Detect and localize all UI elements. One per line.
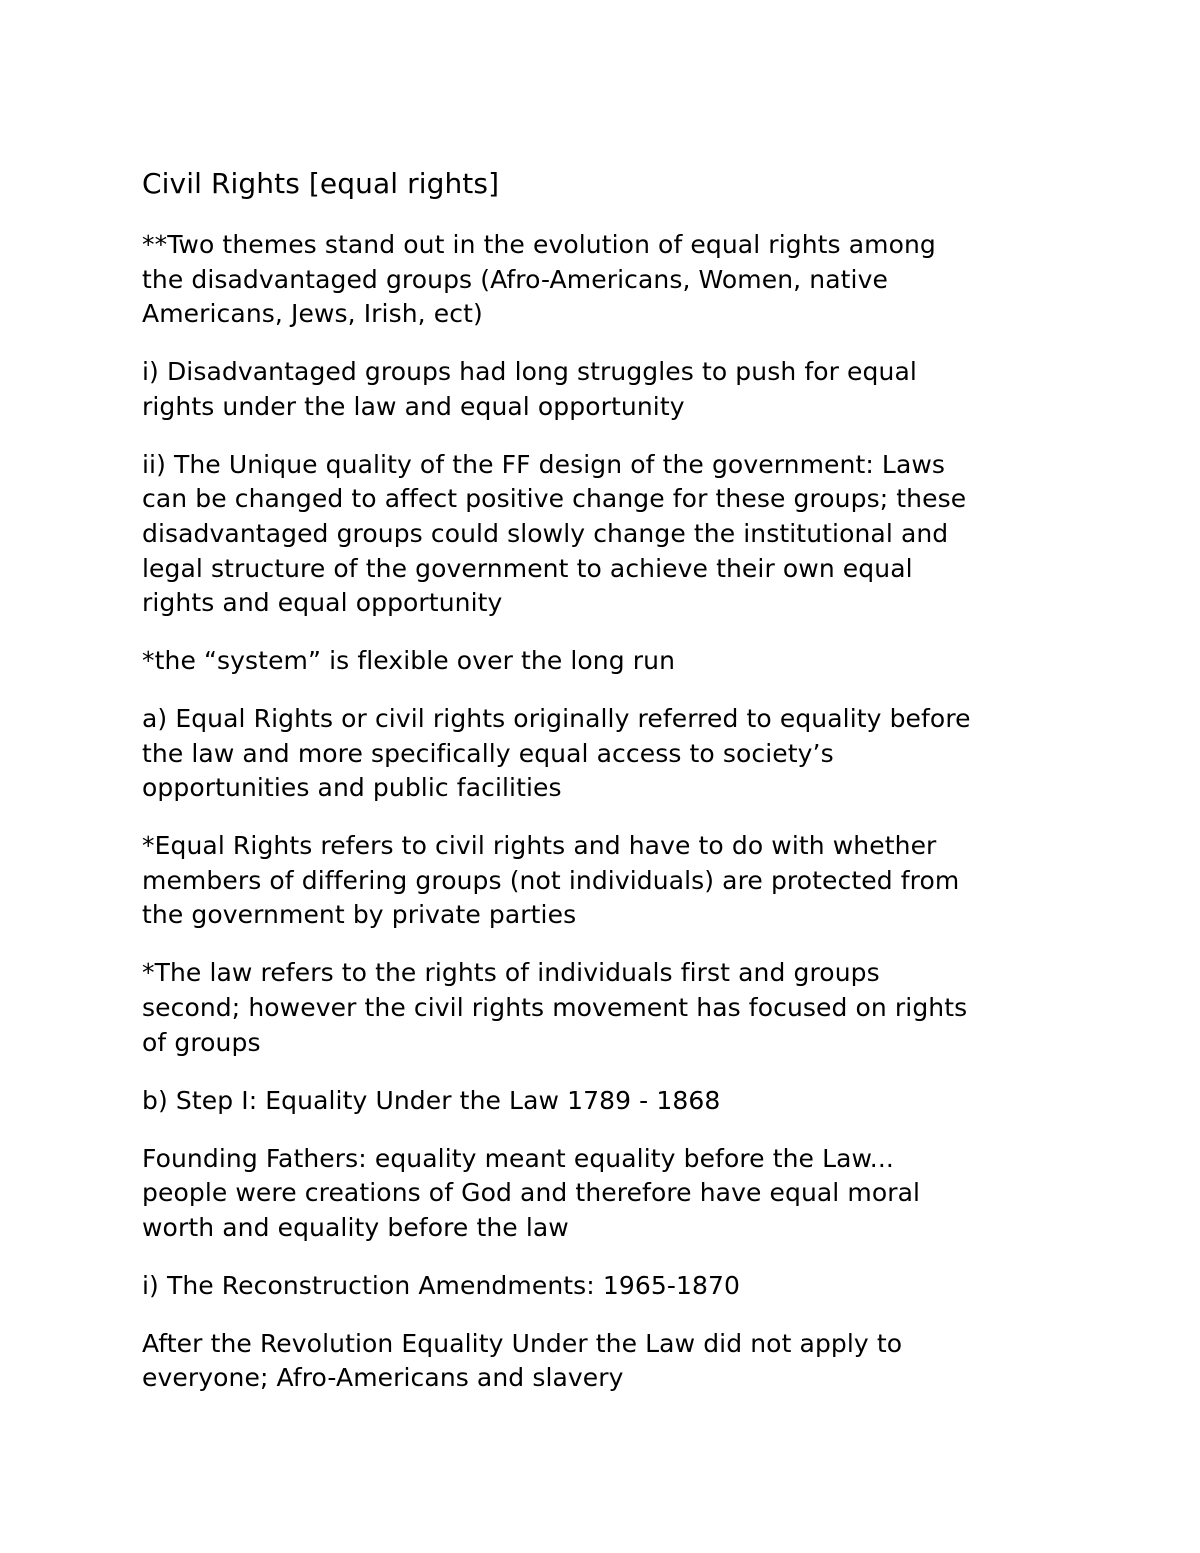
paragraph-reconstruction-amendments [142,1269,1062,1304]
text-line: After the Revolution Equality Under the Law did not apply to [142,1328,903,1358]
text-line: worth and equality before the law [142,1212,569,1242]
text-line: **Two themes stand out in the evolution of equal rights among [142,230,936,259]
text-line: legal structure of the government to achieve their own equal [142,553,913,583]
paragraph-law-individuals [142,956,1062,1060]
text-line: people were creations of God and therefore have equal moral [142,1178,921,1208]
text-line: Americans, Jews, Irish, ect) [142,299,483,329]
text-line: ii) The Unique quality of the FF design of the government: Laws [142,449,946,479]
document-title: Civil Rights [equal rights] [142,167,500,200]
text-line: i) Disadvantaged groups had long struggles to push for equal [142,357,917,387]
text-line: *The law refers to the rights of individuals first and groups [142,958,880,988]
text-line: the government by private parties [142,900,577,930]
text-line: rights under the law and equal opportunity [142,391,685,421]
text-line: b) Step I: Equality Under the Law 1789 - 1868 [142,1085,721,1115]
text-line: members of differing groups (not individuals) are protected from [142,865,960,895]
paragraph-two-themes [142,228,1062,332]
text-line: second; however the civil rights movement has focused on rights [142,993,968,1023]
paragraph-after-revolution [142,1327,1062,1396]
text-line: opportunities and public facilities [142,773,562,803]
text-line: rights and equal opportunity [142,588,503,618]
text-line: a) Equal Rights or civil rights originally referred to equality before [142,704,971,734]
paragraph-equal-rights-definition [142,702,1062,806]
document-page [142,165,1062,1419]
text-line: the law and more specifically equal access to society’s [142,738,834,768]
paragraph-equal-rights-groups [142,829,1062,933]
paragraph-unique-quality [142,448,1062,621]
text-line: *the “system” is flexible over the long run [142,646,676,676]
text-line: Founding Fathers: equality meant equality before the Law... [142,1143,894,1173]
text-line: i) The Reconstruction Amendments: 1965-1870 [142,1270,741,1300]
text-line: of groups [142,1027,261,1057]
text-line: disadvantaged groups could slowly change the institutional and [142,518,949,548]
text-line: can be changed to affect positive change for these groups; these [142,484,967,514]
paragraph-founding-fathers [142,1142,1062,1246]
paragraph-system-flexible [142,644,1062,679]
text-line: *Equal Rights refers to civil rights and have to do with whether [142,831,937,861]
paragraph-long-struggles [142,355,1062,424]
text-line: the disadvantaged groups (Afro-Americans, Women, native [142,264,888,294]
paragraph-step-one [142,1084,1062,1119]
text-line: everyone; Afro-Americans and slavery [142,1363,624,1393]
